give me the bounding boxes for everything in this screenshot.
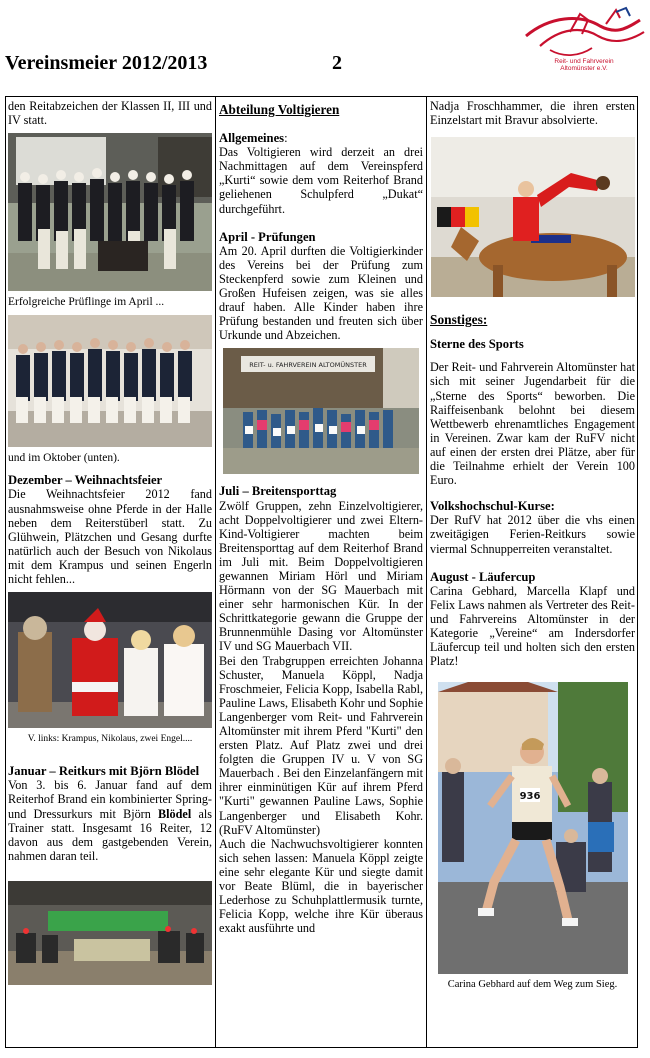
page-number: 2 [332,52,342,74]
text-juli: Zwölf Gruppen, zehn Einzelvoltigierer, acht Doppelvoltigierer und zwei Eltern-Kind-Voltigierer machten beim Breitensporttag auf dem Reiterhof Brand im Juli mit. Beim Doppelvoltigieren gewannen Miriam Hörl und Miriam Hörmann von der SG Mauerbach mit einer sehr harmonischen Kür. In der Schrittkategorie gewann die Gruppe der Brunnenmühle Dasing vor Altomünster IV und SG Mauerbach VII. [219,498,423,654]
heading-august: August - Läufercup [430,569,536,584]
caption-runner: Carina Gebhard auf dem Weg zum Sieg. [447,979,618,991]
photo-vaulting-group [223,348,419,474]
caption-april: Erfolgreiche Prüflinge im April ... [8,296,165,309]
heading-allgemeines: Allgemeines: [219,131,288,146]
text-sterne: Der Reit- und Fahrverein Altomünster hat sich mit seiner Jugendarbeit für die „Sterne des Sports“ beworben. Die Raiffeisenbank belohnt bei diesem Wettbewerb ehrenamtliches Engagement in Vereinen. Zwar kam der RuFV nicht auf einen der ersten drei Plätze, aber für die Teilnahme erhielt der Verein 100 Euro. [430,360,635,488]
text-nachwuchs: Auch die Nachwuchsvoltigierer konnten sich sehen lassen: Manuela Köppl zeigte eine sehr elegante Kür und siegte damit vor Beate Blüml, die in bayerischer Lederhose zu Schuhplattlermusik turnte, Felicia Kopp, welche ihre Kür überaus exakt ausführte und [219,836,423,936]
column-left [5,96,216,1048]
heading-sonstiges: Sonstiges: [430,312,488,328]
photo-runner [438,682,628,974]
text-august: Carina Gebhard, Marcella Klapf und Felix Laws nahmen als Vertreter des Reit- und Fahrvereins Altomünster in der Kategorie „Vereine“ am Indersdorfer Läufercup teil und holten sich den ersten Platz! [430,583,635,669]
text-continued: Nadja Froschhammer, die ihren ersten Einzelstart mit Bravur absolvierte. [430,99,635,128]
photo-april-exam [8,133,212,291]
heading-voltigieren: Abteilung Voltigieren [219,102,340,117]
text-december: Die Weihnachtsfeier 2012 fand ausnahmsweise ohne Pferde in der Halle neben dem Reiterstüberl statt. Zu Glühwein, Plätzchen und Gesang durfte natürlich auch der Besuch von Nikolaus mit dem Krampus und seinen Engerln nicht fehlen... [8,487,212,587]
photo-vaulting-horse [431,137,635,297]
text-april: Am 20. April durften die Voltigierkinder des Vereins bei der Prüfung zum Steckenpferd sowie zum Kleinen und Großen Hufeisen zeigen, was sie alles drauf haben. Alle Kinder haben ihre Prüfung bestanden und freuten sich über Urkunde und Abzeichen. [219,243,423,343]
stable-sign: REIT- u. FAHRVEREIN ALTOMÜNSTER [249,361,367,370]
race-bib: 936 [519,791,540,803]
text-vhs: Der RufV hat 2012 über die vhs einen zweitägigen Ferien-Reitkurs sowie viermal Schnupperreiten veranstaltet. [430,513,635,556]
heading-december: Dezember – Weihnachtsfeier [8,473,163,488]
heading-juli: Juli – Breitensporttag [219,484,337,499]
heading-sterne: Sterne des Sports [430,337,524,352]
photo-riding-course [8,881,212,985]
newsletter-title: Vereinsmeier 2012/2013 [5,52,208,74]
text-january: Von 3. bis 6. Januar fand auf dem Reiterhof Brand ein kombinierter Spring- und Dressurkurs mit Björn Blödel als Trainer statt. Insgesamt 16 Reiter, 12 davon aus dem gastgebenden Verein, nahmen daran teil. [8,778,212,863]
column-middle [216,96,427,1048]
intro-text: den Reitabzeichen der Klassen II, III und IV statt. [8,99,212,128]
photo-christmas-party [8,592,212,728]
column-right [427,96,638,1048]
heading-vhs: Volkshochschul-Kurse: [430,499,555,514]
text-trabgruppen: Bei den Trabgruppen erreichten Johanna Schuster, Manuela Köppl, Nadja Froschmeier, Felicia Kopp, Isabella Rabl, Pauline Laws, Elisabeth Kohr und Sophie Langenberger vom Reit- und Fahrverein Altomünster mit ihrem Pferd "Kurti" den ersten Platz. Auf Platz zwei und drei folgten die Gruppen IV u. V von SG Mauerbach . Bei den Einzelanfängern mit ihrer einminütigen Kür auf ihrem Pferd "Kurti" gewannen Pauline Laws, Sophie Langenberger und Elisabeth Kohr. (RuFV Altomünster) [219,653,423,837]
caption-christmas: V. links: Krampus, Nikolaus, zwei Engel.... [27,734,193,745]
heading-april: April - Prüfungen [219,229,316,244]
heading-january: Januar – Reitkurs mit Björn Blödel [8,764,200,779]
logo-text: Reit- und Fahrverein Altomünster e.V. [554,58,614,73]
text-allgemeines: Das Voltigieren wird derzeit an drei Nachmittagen auf dem Vereinspferd „Kurti“ sowie dem vom Reiterhof Brand geliehenen Schulpferd „Dukat“ durchgeführt. [219,145,423,216]
caption-october: und im Oktober (unten). [8,452,120,465]
photo-october-exam [8,315,212,447]
